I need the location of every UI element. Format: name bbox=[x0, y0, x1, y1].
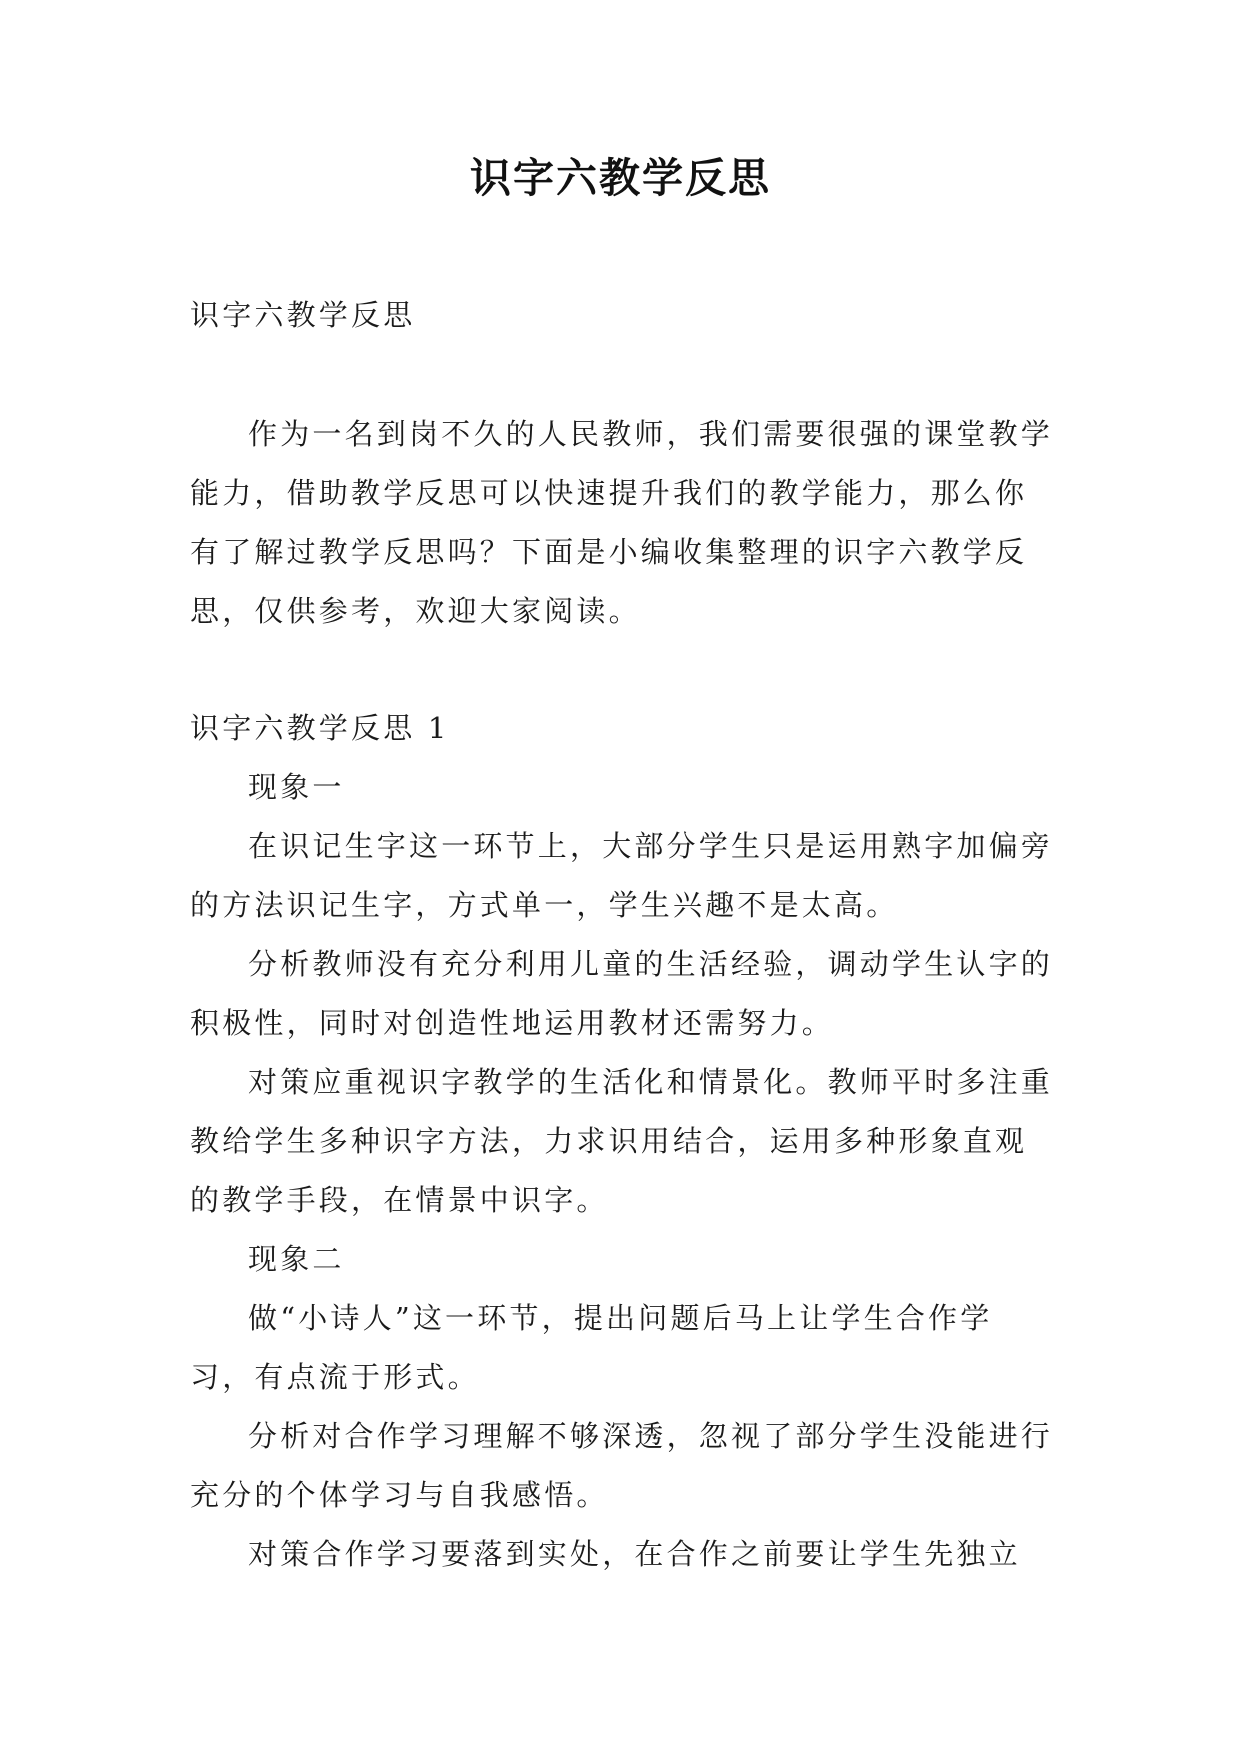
spacer bbox=[190, 641, 1054, 699]
section-paragraph: 现象二 bbox=[248, 1242, 345, 1276]
section-paragraph: 对策合作学习要落到实处，在合作之前要让学生先独立 bbox=[248, 1537, 1021, 1571]
section-heading: 识字六教学反思 1 bbox=[190, 711, 450, 745]
section-paragraph: 做“小诗人”这一环节，提出问题后马上让学生合作学习，有点流于形式。 bbox=[190, 1301, 993, 1394]
section-paragraph: 对策应重视识字教学的生活化和情景化。教师平时多注重教给学生多种识字方法，力求识用结合，运用多种形象直观的教学手段，在情景中识字。 bbox=[190, 1065, 1054, 1217]
section-paragraph: 现象一 bbox=[248, 770, 345, 804]
document-subtitle: 识字六教学反思 bbox=[190, 298, 416, 332]
spacer bbox=[190, 345, 1054, 405]
section-paragraph: 分析对合作学习理解不够深透，忽视了部分学生没能进行充分的个体学习与自我感悟。 bbox=[190, 1419, 1054, 1512]
document-body bbox=[190, 286, 1054, 1584]
section-paragraph: 分析教师没有充分利用儿童的生活经验，调动学生认字的积极性，同时对创造性地运用教材还需努力。 bbox=[190, 947, 1054, 1040]
section-paragraph: 在识记生字这一环节上，大部分学生只是运用熟字加偏旁的方法识记生字，方式单一，学生兴趣不是太高。 bbox=[190, 829, 1054, 922]
document-title: 识字六教学反思 bbox=[470, 154, 771, 202]
intro-paragraph: 作为一名到岗不久的人民教师，我们需要很强的课堂教学能力，借助教学反思可以快速提升我们的教学能力，那么你有了解过教学反思吗？下面是小编收集整理的识字六教学反思，仅供参考，欢迎大家阅读。 bbox=[190, 417, 1054, 628]
